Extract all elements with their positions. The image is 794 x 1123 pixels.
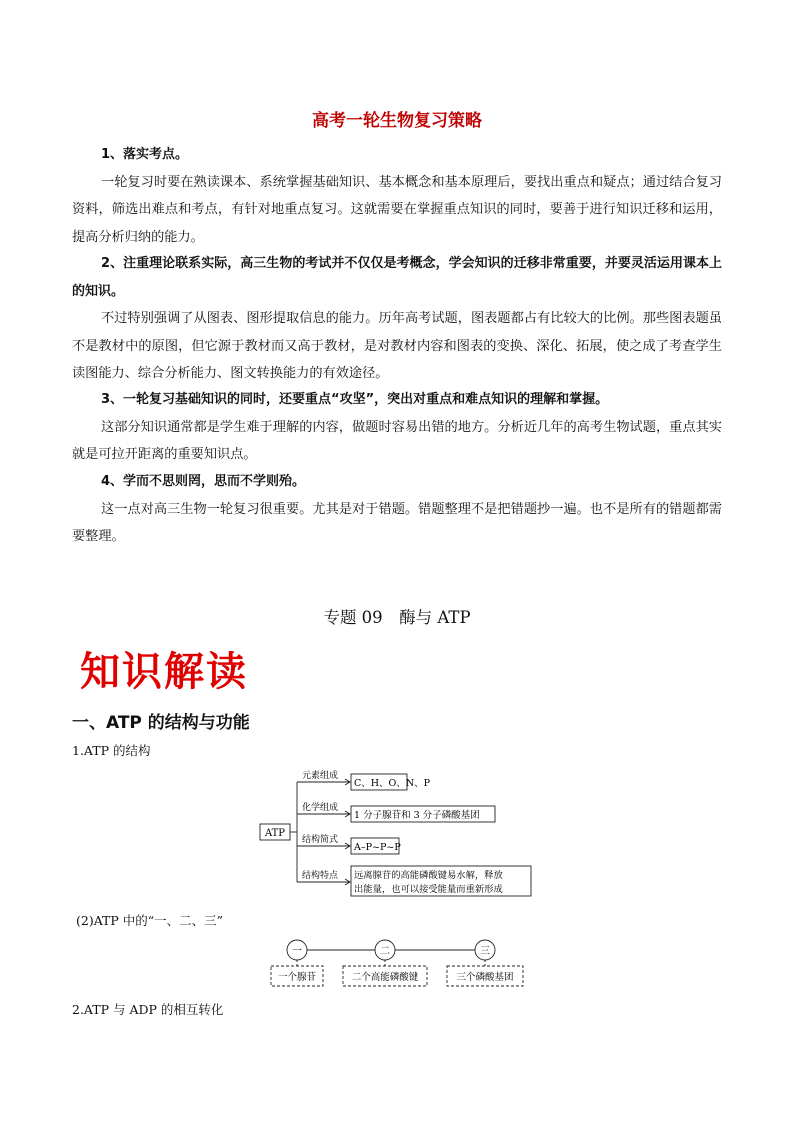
text-one: 一个腺苷 xyxy=(277,972,317,983)
text-two: 二个高能磷酸键 xyxy=(351,972,419,983)
section-heading: 一、ATP 的结构与功能 xyxy=(72,713,250,733)
page-title: 高考一轮生物复习策略 xyxy=(312,111,482,131)
point-3-heading: 3、一轮复习基础知识的同时，还要重点“攻坚”，突出对重点和难点知识的理解和掌握。 xyxy=(101,392,609,407)
subheading-atp-adp: 2.ATP 与 ADP 的相互转化 xyxy=(72,1002,224,1017)
feature-value-line2: 出能量，也可以接受能量而重新形成 xyxy=(354,884,503,895)
symbol-one: 一 xyxy=(292,946,302,957)
atp-root-label: ATP xyxy=(264,828,286,839)
subheading-structure: 1.ATP 的结构 xyxy=(72,743,151,758)
branch-label-formula: 结构简式 xyxy=(302,835,339,845)
point-3 xyxy=(72,386,722,469)
branch-label-feature: 结构特点 xyxy=(302,871,339,881)
point-1-heading: 1、落实考点。 xyxy=(101,147,189,162)
formula-value: A–P~P~P xyxy=(354,842,401,853)
atp-structure-diagram xyxy=(255,766,545,902)
point-2-body: 不过特别强调了从图表、图形提取信息的能力。历年高考试题，图表题都占有比较大的比例。那些图表题虽不是教材中的原图，但它源于教材而又高于教材，是对教材内容和图表的变换、深化、拓展，使之成了考查学生读图能力、综合分析能力、图文转换能力的有效途径。 xyxy=(72,311,722,381)
topic-title: 专题 09 酶与 ATP xyxy=(323,608,471,627)
point-2-heading: 2、注重理论联系实际，高三生物的考试并不仅仅是考概念，学会知识的迁移非常重要，并要灵活运用课本上的知识。 xyxy=(72,256,722,299)
point-4 xyxy=(72,468,722,551)
branch-label-elements: 元素组成 xyxy=(302,771,339,781)
symbol-two: 二 xyxy=(380,946,390,957)
knowledge-banner: 知识解读 xyxy=(80,648,248,695)
point-1-body: 一轮复习时要在熟读课本、系统掌握基础知识、基本概念和基本原理后，要找出重点和疑点；通过结合复习资料，筛选出难点和考点，有针对地重点复习。这就需要在掌握重点知识的同时，要善于进行知识迁移和运用，提高分析归纳的能力。 xyxy=(72,174,722,245)
point-2 xyxy=(72,250,722,388)
one-two-three-diagram xyxy=(265,934,535,992)
branch-label-composition: 化学组成 xyxy=(302,803,339,813)
symbol-three: 三 xyxy=(480,946,490,957)
point-3-body: 这部分知识通常都是学生难于理解的内容，做题时容易出错的地方。分析近几年的高考生物试题，重点其实就是可拉开距离的重要知识点。 xyxy=(72,419,722,462)
point-4-heading: 4、学而不思则罔，思而不学则殆。 xyxy=(101,474,306,489)
composition-value: 1 分子腺苷和 3 分子磷酸基团 xyxy=(354,810,480,821)
elements-value: C、H、O、N、P xyxy=(354,778,431,789)
feature-value-line1: 远离腺苷的高能磷酸键易水解，释放 xyxy=(354,870,503,881)
subheading-one-two-three: (2)ATP 中的“一、二、三” xyxy=(76,913,224,928)
point-4-body: 这一点对高三生物一轮复习很重要。尤其是对于错题。错题整理不是把错题抄一遍。也不是所有的错题都需要整理。 xyxy=(72,501,722,544)
point-1 xyxy=(72,141,722,251)
text-three: 三个磷酸基团 xyxy=(456,972,514,983)
